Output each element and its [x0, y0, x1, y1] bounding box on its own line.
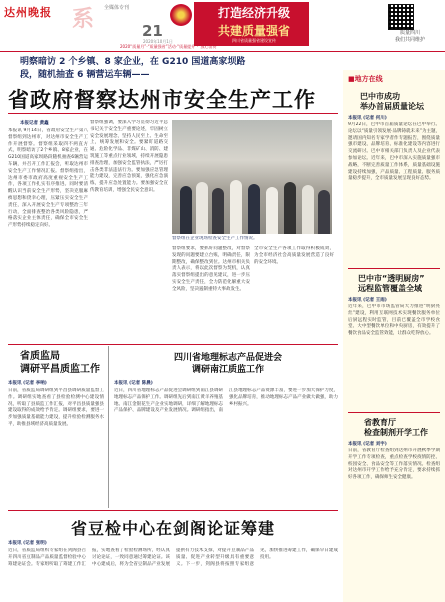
sidebar-story3-headline [364, 418, 440, 438]
photo-person [212, 188, 224, 234]
box1-body: 日前，省质监局调研组到平昌县调研质量监督工作。调研组实地查看了县检验检测中心建设情况，听取了县质监工作汇报，对平昌县质量强县建设取得的成效给予肯定。调研组要求，要进一步加强质量基础能力建设，提升检验检测服务水平，助推县域经济高质量发展。 [8, 388, 104, 427]
sidebar-story3-body: 日前，省教育厅检查组到达州市开展秋季学期开学工作专项检查，重点检查学校疫情防控、校园安全、食品安全等工作落实情况。检查组对达州市开学工作给予充分肯定，要求持续抓好各项工作，确保师生安全健康。 [348, 448, 440, 481]
banner-subtitle: 四川省质量强省建设宣传 [232, 38, 276, 43]
page-number: 21 [142, 22, 163, 40]
box2-byline: 本报讯 (记者 陈晨) [114, 381, 153, 386]
photo-person [180, 186, 192, 234]
section-divider [8, 344, 338, 345]
sidebar-divider [348, 268, 440, 269]
lead-kicker-line-2: 段，随机抽查 6 辆营运车辆—— [20, 70, 150, 80]
masthead-nav-strip: 2020“质量月”·“质量强省”活动·“质量提升”·“放心消费” [120, 44, 219, 49]
photo-person [318, 190, 330, 234]
box1-headline-line-2: 调研平昌质监工作 [20, 364, 100, 375]
sidebar-story2-headline [358, 274, 440, 294]
box2-headline-line-1: 四川省地理标志产品促进会 [173, 353, 282, 363]
sidebar-story2-headline-line-1: 巴中市“透明厨房” [358, 274, 425, 283]
lead-headline: 省政府督察达州市安全生产工作 [8, 88, 316, 112]
lead-photo [172, 120, 332, 234]
lead-byline: 本报记者 黄鑫 [20, 121, 49, 126]
bottom-body: 近日，省质监局组织专家组在剑阁县召开四川省豆制品产品质量监督检验中心筹建论证会。专家组听取了筹建工作汇报，实地查看了检验检测场所，经认真讨论论证，一致同意通过筹建论证。该中心建成后，将为全省豆制品产业发展提供有力技术支撑，对提升豆制品产品质量、促进产业转型升级具有重要意义。下一步，剑阁县将按照专家组意见，加快推进筹建工作，确保早日建成投用。 [8, 548, 338, 567]
qr-caption-line-2: 我们共同维护 [394, 37, 425, 43]
bottom-byline: 本报讯 (记者 张明) [8, 541, 47, 546]
brand-watermark: 系 [72, 7, 95, 32]
box2-headline-line-2: 调研南江质监工作 [191, 365, 264, 375]
sidebar-divider [348, 412, 440, 413]
qr-caption [380, 30, 440, 44]
sidebar-title: ■地方在线 [348, 75, 383, 83]
sidebar-story3-headline-line-2: 检查制剂开学工作 [364, 428, 428, 437]
bottom-headline: 省豆检中心在剑阁论证筹建 [70, 519, 275, 538]
photo-person [196, 182, 208, 234]
quality-emblem-icon [170, 4, 192, 26]
sidebar-story2-headline-line-2: 远程监管覆盖全域 [358, 284, 422, 293]
section-tag: 全媒体专刊 [104, 5, 130, 11]
lead-kicker-line-1: 明察暗访 2 个乡镇、8 家企业，在 G210 国道高家坝路 [20, 57, 246, 67]
headline-rule [8, 113, 338, 114]
sidebar-story1-headline [360, 92, 440, 112]
photo-person [284, 182, 296, 234]
photo-person [230, 180, 242, 234]
masthead-divider [0, 51, 445, 52]
box1-byline: 本报讯 (记者 李响) [8, 381, 47, 386]
photo-person [302, 185, 314, 234]
newspaper-brand: 达州晚报 [4, 6, 52, 19]
box2-headline [128, 352, 328, 376]
banner-line-2: 共建质量强省 [217, 24, 290, 38]
photo-person [248, 184, 260, 234]
photo-caption: 督察组在企业现场检查安全生产工作情况。 [172, 236, 258, 241]
lead-kicker [20, 56, 340, 82]
bottom-divider [8, 510, 338, 511]
sidebar-story1-byline: 本报讯 (记者 何川) [348, 116, 387, 121]
box1-headline-line-1: 省质监局 [20, 351, 60, 362]
lead-column-4: 全市安全生产各项工作取得积极成效，为全市经济社会高质量发展营造了良好的安全环境。 [254, 246, 334, 265]
sidebar-story1-headline-line-1: 巴中市成功 [360, 92, 400, 101]
lead-column-1: 本报讯 9月14日，省政府安全生产第八督察组到达州市，对达州市安全生产工作开展督察。督察组采取四不两直方式，明察暗访了2个乡镇、8家企业，在G210国道高家坝路段随机抽查6辆营运车辆，并召开工作汇报会，听取达州市安全生产工作情况汇报。督察组指出，达州市委市政府高度重视安全生产工作，各项工作扎实有序推进。同时要清醒认识当前安全生产形势，坚决克服麻痹思想和侥幸心理，压紧压实安全生产责任，深入开展安全生产专项整治三年行动，全面排查整治各类风险隐患，严格落实企业主体责任，确保全市安全生产形势持续稳定向好。 [8, 128, 88, 229]
sidebar-story1-body: 9月22日，巴中市首届质量论坛在巴中举行。论坛以“质量引领发展·品牌铸就未来”为主题，邀请国内知名专家学者作专题报告，围绕质量强市建设、品牌培育、标准化建设等内容进行交流研讨。巴中市相关部门负责人及企业代表参加论坛。近年来，巴中市深入实施质量强市战略，不断完善质量工作体系，质量基础设施建设持续加强，产品质量、工程质量、服务质量稳步提升，全市质量发展呈现良好态势。 [348, 122, 440, 182]
column-rule [108, 346, 109, 508]
sidebar-story3-headline-line-1: 省教育厅 [364, 418, 396, 427]
box2-body: 近日，四川省地理标志产品促进会调研组到南江县调研地理标志产品保护工作。调研组先后到南江黄羊养殖基地、南江金银花生产企业实地调研，详细了解地理标志产品保护、品牌建设及产业发展情况。调研组指出，南江县地理标志产品资源丰富，要进一步加大保护力度，强化品牌培育，推动地理标志产品产业做大做强，助力乡村振兴。 [114, 388, 338, 414]
photo-person [266, 187, 278, 234]
lead-column-2: 督察组强调，要深入学习贯彻习近平总书记关于安全生产重要论述，牢固树立安全发展理念，坚持人民至上、生命至上，统筹发展和安全。要紧盯道路交通、危险化学品、非煤矿山、消防、建筑施工等重点行业领域，持续开展隐患排查治理，加强安全监管执法，严厉打击各类非法违法行为。要加强应急管理能力建设，完善应急预案，强化应急演练，提升应急处置能力。要加强安全宣传教育培训，增强全民安全意识。 [90, 120, 168, 193]
qr-code-icon [388, 4, 414, 30]
lead-column-3: 督察组要求，要抓好问题整改，对督察发现的问题要建立台账，明确责任，限期整改，确保整改到位。达州市相关负责人表示，将以此次督察为契机，认真落实督察组提出的意见建议，进一步压实安全生产责任，全力防范化解重大安全风险，坚决遏制重特大事故发生。 [172, 246, 250, 292]
box1-headline [20, 350, 110, 376]
qr-caption-line-1: 质量四川 [399, 30, 420, 36]
sidebar-story1-headline-line-2: 举办首届质量论坛 [360, 102, 424, 111]
sidebar-story2-byline: 本报讯 (记者 王雨) [348, 298, 387, 303]
banner-line-1: 打造经济升级 [217, 6, 290, 20]
date-line: 2020年10月1日 [143, 39, 173, 44]
sidebar-story3-byline: 本报讯 (记者 刘宇) [348, 442, 387, 447]
sidebar-story2-body: 近年来，巴中市市场监管局大力推进“明厨亮灶”建设，利用互联网技术实现餐饮服务单位后厨远程实时监管，目前已覆盖全市学校食堂、大中型餐饮单位和中央厨房，有效提升了餐饮食品安全监管效能，让群众吃得放心。 [348, 304, 440, 337]
